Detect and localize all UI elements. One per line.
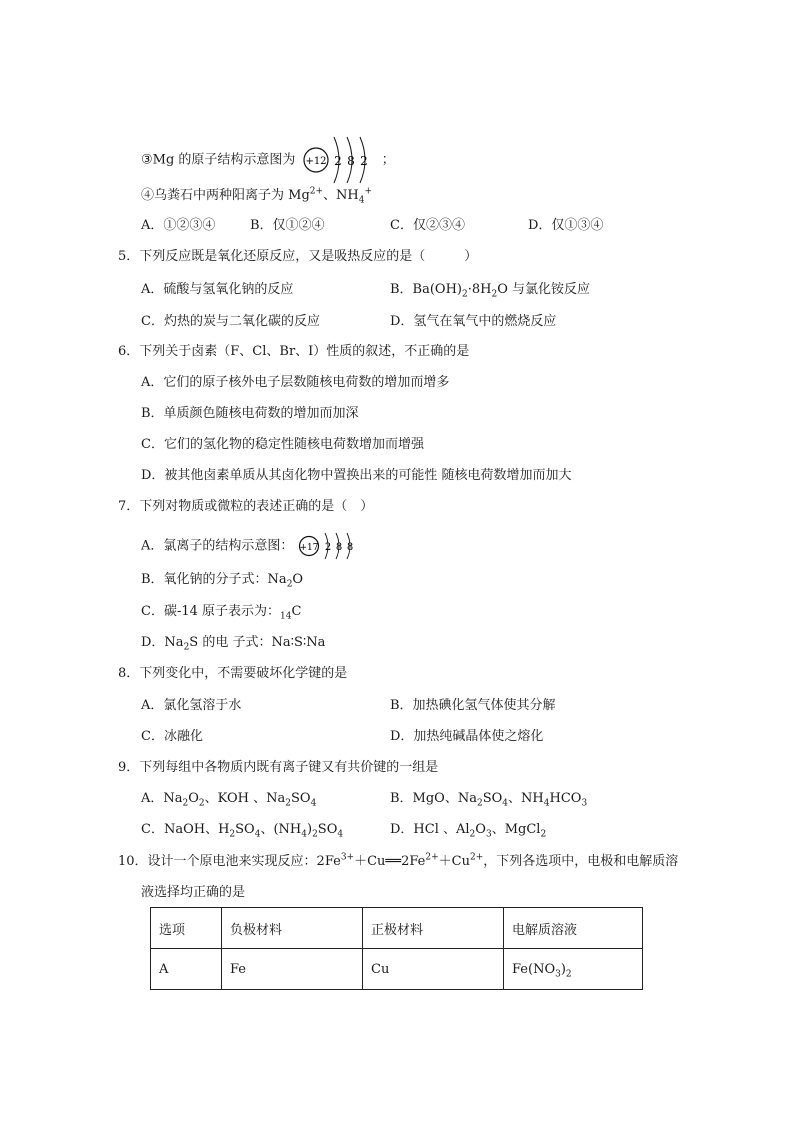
subscript: 4 [254, 829, 261, 840]
q8-option-c: C．冰融化 [141, 729, 203, 744]
subscript: 4 [337, 829, 344, 840]
superscript: 2+ [469, 852, 484, 863]
q5-option-b [390, 281, 590, 299]
mg-shell-2: 8 [346, 154, 355, 168]
subscript: 3 [485, 829, 492, 840]
text: S 的电 子式：Na∶S∶Na [189, 635, 326, 650]
text: ·8H [467, 282, 492, 297]
text: ＋Cu══2Fe [354, 854, 426, 869]
subscript: 4 [310, 798, 317, 809]
subscript: 2 [198, 798, 205, 809]
cl-ion-diagram [298, 531, 360, 561]
q4-option-d: D．仅①③④ [528, 218, 604, 233]
subscript: 2 [476, 798, 483, 809]
q6-option-c: C．它们的氢化物的稳定性随核电荷数增加而增强 [141, 437, 424, 452]
text: D．Na [141, 635, 184, 650]
subscript: 3 [555, 969, 561, 980]
text: 、MgCl [491, 822, 541, 837]
q4-option-b: B．仅①②④ [250, 218, 325, 233]
text: C．NaOH、H [141, 822, 230, 837]
q9-stem: 9．下列每组中各物质内既有离子键又有共价键的一组是 [118, 760, 439, 775]
q4-item3-suffix: ； [381, 152, 395, 168]
q10-stem-line2: 液选择均正确的是 [141, 885, 246, 900]
text: ＋Cu [438, 854, 470, 869]
cl-shell-2: 8 [335, 542, 342, 553]
subscript: 2 [182, 798, 189, 809]
q6-option-d: D．被其他卤素单质从其卤化物中置换出来的可能性 随核电荷数增加而加大 [141, 468, 572, 483]
table-cell: Cu [363, 949, 504, 990]
text: ) [306, 822, 313, 837]
superscript: 2+ [309, 186, 324, 197]
text: B．MgO、Na [390, 791, 477, 806]
subscript: 2 [285, 798, 292, 809]
q9-option-c [141, 821, 343, 839]
q8-option-d: D．加热纯碱晶体使之熔化 [390, 729, 544, 744]
text: ，下列各选项中，电极和电解质溶 [483, 854, 679, 869]
subscript: 2 [565, 969, 572, 980]
q4-option-a: A．①②③④ [141, 218, 216, 233]
text: 10．设计一个原电池来实现反应：2Fe [118, 854, 341, 869]
text: Fe(NO [512, 961, 556, 977]
subscript: 14 [280, 611, 292, 622]
superscript: 2+ [425, 852, 439, 863]
subscript: 2 [229, 829, 236, 840]
text: ) [560, 961, 566, 977]
subscript: 2 [312, 829, 318, 840]
mg-shell-3: 2 [359, 154, 368, 168]
q9-option-a [141, 790, 316, 808]
subscript: 4 [358, 195, 365, 206]
cl-shell-3: 8 [346, 542, 353, 553]
subscript: 2 [183, 642, 190, 653]
text: O 与氯化铵反应 [497, 282, 591, 297]
subscript: 2 [540, 829, 547, 840]
table-header-cell: 正极材料 [363, 908, 504, 949]
q6-option-b: B．单质颜色随核电荷数的增加而加深 [141, 406, 359, 421]
subscript: 4 [543, 798, 550, 809]
text: SO [235, 822, 255, 837]
subscript: 4 [502, 798, 509, 809]
subscript: 2 [462, 289, 468, 300]
table-header-cell: 选项 [151, 908, 222, 949]
mg-atom-structure-icon [300, 131, 378, 189]
q6-stem: 6．下列关于卤素（F、Cl、Br、I）性质的叙述，不正确的是 [118, 344, 470, 359]
q7-option-b [141, 571, 303, 589]
table-row [151, 949, 643, 990]
table-header-cell: 电解质溶液 [504, 908, 643, 949]
text: A．Na [141, 791, 183, 806]
q7-stem: 7．下列对物质或微粒的表述正确的是（ ） [118, 499, 374, 514]
q4-item4 [141, 187, 372, 205]
q7-option-d [141, 634, 325, 652]
q4-item4-text: 、NH [323, 188, 359, 203]
superscript: + [364, 186, 373, 197]
table-cell: Fe [222, 949, 363, 990]
mg-nucleus: +12 [305, 156, 327, 167]
q9-option-d [390, 821, 546, 839]
q8-option-b: B．加热碘化氢气体使其分解 [390, 698, 556, 713]
text: SO [317, 822, 338, 837]
q10-table [150, 907, 643, 990]
cl-shell-1: 2 [324, 542, 331, 553]
q5-option-d: D．氢气在氧气中的燃烧反应 [390, 314, 557, 329]
q4-option-c: C．仅②③④ [390, 218, 465, 233]
q5-stem: 5．下列反应既是氧化还原反应，又是吸热反应的是（ ） [118, 249, 478, 264]
q6-option-a: A．它们的原子核外电子层数随核电荷数的增加而增多 [141, 375, 450, 390]
q7-option-c [141, 603, 301, 621]
table-cell [504, 949, 643, 990]
text: C．碳-14 原子表示为： [141, 604, 281, 619]
q7-option-a [141, 531, 360, 561]
cl-ion-structure-icon [298, 531, 360, 561]
text: O [292, 572, 304, 587]
text: 、(NH [260, 822, 302, 837]
text: C [291, 604, 302, 619]
text: 、KOH 、Na [204, 791, 286, 806]
text: SO [482, 791, 503, 806]
mg-atom-diagram [300, 131, 378, 189]
q5-option-c: C．灼热的炭与二氧化碳的反应 [141, 314, 320, 329]
q7-option-a-text: A．氯离子的结构示意图： [141, 538, 294, 554]
q4-item4-text: ④乌粪石中两种阳离子为 Mg [141, 188, 310, 203]
subscript: 2 [469, 829, 476, 840]
subscript: 2 [491, 289, 498, 300]
text: HCO [549, 791, 582, 806]
subscript: 3 [581, 798, 588, 809]
q4-item3-text: ③Mg 的原子结构示意图为 [141, 152, 296, 168]
text: 、NH [508, 791, 544, 806]
text: O [188, 791, 199, 806]
cl-nucleus: +17 [299, 543, 319, 553]
table-header-row [151, 908, 643, 949]
mg-shell-1: 2 [333, 154, 342, 168]
q10-stem [118, 853, 678, 871]
subscript: 2 [286, 579, 293, 590]
q8-option-a: A．氯化氢溶于水 [141, 698, 242, 713]
q4-item3 [141, 131, 395, 189]
text: B．Ba(OH) [390, 282, 462, 297]
subscript: 4 [301, 829, 307, 840]
text: D．HCl 、Al [390, 822, 470, 837]
text: B．氧化钠的分子式：Na [141, 572, 287, 587]
q5-option-a: A．硫酸与氢氧化钠的反应 [141, 282, 294, 297]
table-cell: A [151, 949, 222, 990]
q8-stem: 8．下列变化中，不需要破坏化学键的是 [118, 666, 348, 681]
table-header-cell: 负极材料 [222, 908, 363, 949]
text: SO [291, 791, 311, 806]
superscript: 3+ [340, 852, 355, 863]
q9-option-b [390, 790, 587, 808]
text: O [475, 822, 486, 837]
